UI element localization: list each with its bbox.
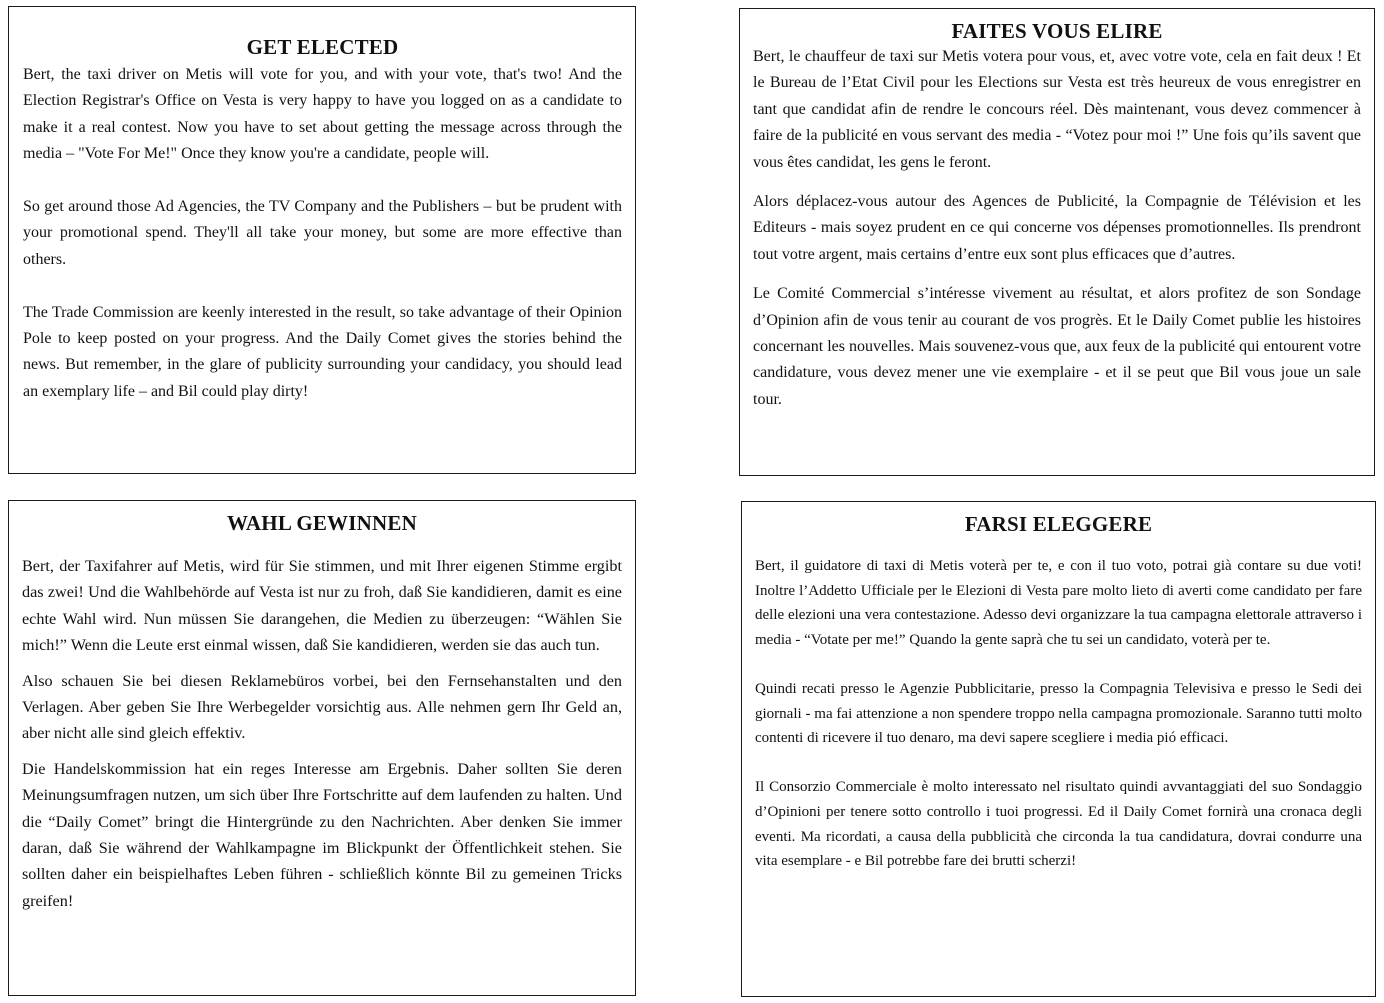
german-paragraph-3: Die Handelskommission hat ein reges Interesse am Ergebnis. Daher sollten Sie deren Meinungsumfragen nutzen, um sich über Ihre Fortschritte auf dem laufenden zu halten. Und die “Daily Comet” bringt die Hintergründe zu den Nachrichten. Aber denken Sie immer daran, daß Sie während der Wahlkampagne im Blickpunkt der Öffentlichkeit stehen. Sie sollten daher ein beispielhaftes Leben führen - schließlich könnte Bil zu gemeinen Tricks greifen! — [22, 759, 622, 910]
french-paragraph-3: Le Comité Commercial s’intéresse vivement au résultat, et alors profitez de son Sondage d’Opinion afin de vous tenir au courant de vos progrès. Et le Daily Comet publie les histoires concernant les nouvelles. Mais souvenez-vous que, aux feux de la publicité qui entourent votre candidature, vous devez mener une vie exemplaire - et il se peut que Bil vous joue un sale tour. — [753, 285, 1361, 408]
english-title: GET ELECTED — [246, 35, 399, 59]
english-paragraph-3: The Trade Commission are keenly interested in the result, so take advantage of their Opinion Pole to keep posted on your progress. And the Daily Comet gives the stories behind the news. But remember, in the glare of publicity surrounding your candidacy, you should lead an exemplary life – and Bil could play dirty! — [23, 303, 622, 400]
italian-paragraph-1: Bert, il guidatore di taxi di Metis voterà per te, e con il tuo voto, potrai già contare su due voti! Inoltre l’Addetto Ufficiale per le Elezioni di Vesta pare molto lieto di averti come candidato per fare delle elezioni una vera contestazione. Adesso devi organizzare la tua campagna elettorale attraverso i media - “Votate per me!” Quando la gente saprà che tu sei un candidato, voterà per te. — [755, 558, 1362, 648]
french-section — [739, 8, 1375, 476]
italian-title: FARSI ELEGGERE — [964, 512, 1153, 536]
german-section — [8, 500, 636, 996]
english-paragraph-1: Bert, the taxi driver on Metis will vote for you, and with your vote, that's two! And the Election Registrar's Office on Vesta is very happy to have you logged on as a candidate to make it a real contest. Now you have to set about getting the message across through the media – "Vote For Me!" Once they know you're a candidate, people will. — [23, 66, 622, 163]
french-paragraph-2: Alors déplacez-vous autour des Agences de Publicité, la Compagnie de Télévision et les Editeurs - mais soyez prudent en ce qui concerne vos dépenses promotionnelles. Ils prendront tout votre argent, mais certains d’entre eux sont plus efficaces que d’autres. — [753, 193, 1361, 263]
french-paragraph-1: Bert, le chauffeur de taxi sur Metis votera pour vous, et, avec votre vote, cela en fait deux ! Et le Bureau de l’Etat Civil pour les Elections sur Vesta est très heureux de vous enregistrer en tant que candidat afin de rendre le concours réel. Dès maintenant, vous devez commencer à faire de la publicité en vous servant des media - “Votez pour moi !” Une fois qu’ils savent que vous êtes candidat, les gens le feront. — [753, 48, 1361, 171]
italian-section — [741, 501, 1376, 997]
english-paragraph-2: So get around those Ad Agencies, the TV Company and the Publishers – but be prudent with your promotional spend. They'll all take your money, but some are more effective than others. — [23, 198, 622, 268]
french-title: FAITES VOUS ELIRE — [951, 19, 1163, 43]
english-section — [8, 6, 636, 474]
german-title: WAHL GEWINNEN — [227, 511, 417, 535]
italian-paragraph-3: Il Consorzio Commerciale è molto interessato nel risultato quindi avvantaggiati del suo Sondaggio d’Opinioni per tenere sotto controllo i tuoi progressi. Ed il Daily Comet fornirà una cronaca degli eventi. Ma ricordati, a causa della pubblicità che circonda la tua candidatura, dovrai condurre una vita esemplare - e Bil potrebbe fare dei brutti scherzi! — [755, 779, 1362, 870]
italian-paragraph-2: Quindi recati presso le Agenzie Pubblicitarie, presso la Compagnia Televisiva e presso le Sedi dei giornali - ma fai attenzione a non spendere troppo nella campagna promozionale. Saranno tutti molto contenti di ricevere il tuo denaro, ma devi sapere scegliere i media pió efficaci. — [755, 680, 1362, 747]
german-paragraph-1: Bert, der Taxifahrer auf Metis, wird für Sie stimmen, und mit Ihrer eigenen Stimme ergibt das zwei! Und die Wahlbehörde auf Vesta ist nur zu froh, daß Sie kandidieren, damit es eine echte Wahl wird. Nun müssen Sie darangehen, die Medien zu überzeugen: “Wählen Sie mich!” Wenn die Leute erst einmal wissen, daß Sie kandidieren, werden sie das auch tun. — [22, 557, 622, 655]
german-paragraph-2: Also schauen Sie bei diesen Reklamebüros vorbei, bei den Fernsehanstalten und den Verlagen. Aber geben Sie Ihre Werbegelder vorsichtig aus. Alle nehmen gern Ihr Geld an, aber nicht alle sind gleich effektiv. — [22, 671, 622, 743]
